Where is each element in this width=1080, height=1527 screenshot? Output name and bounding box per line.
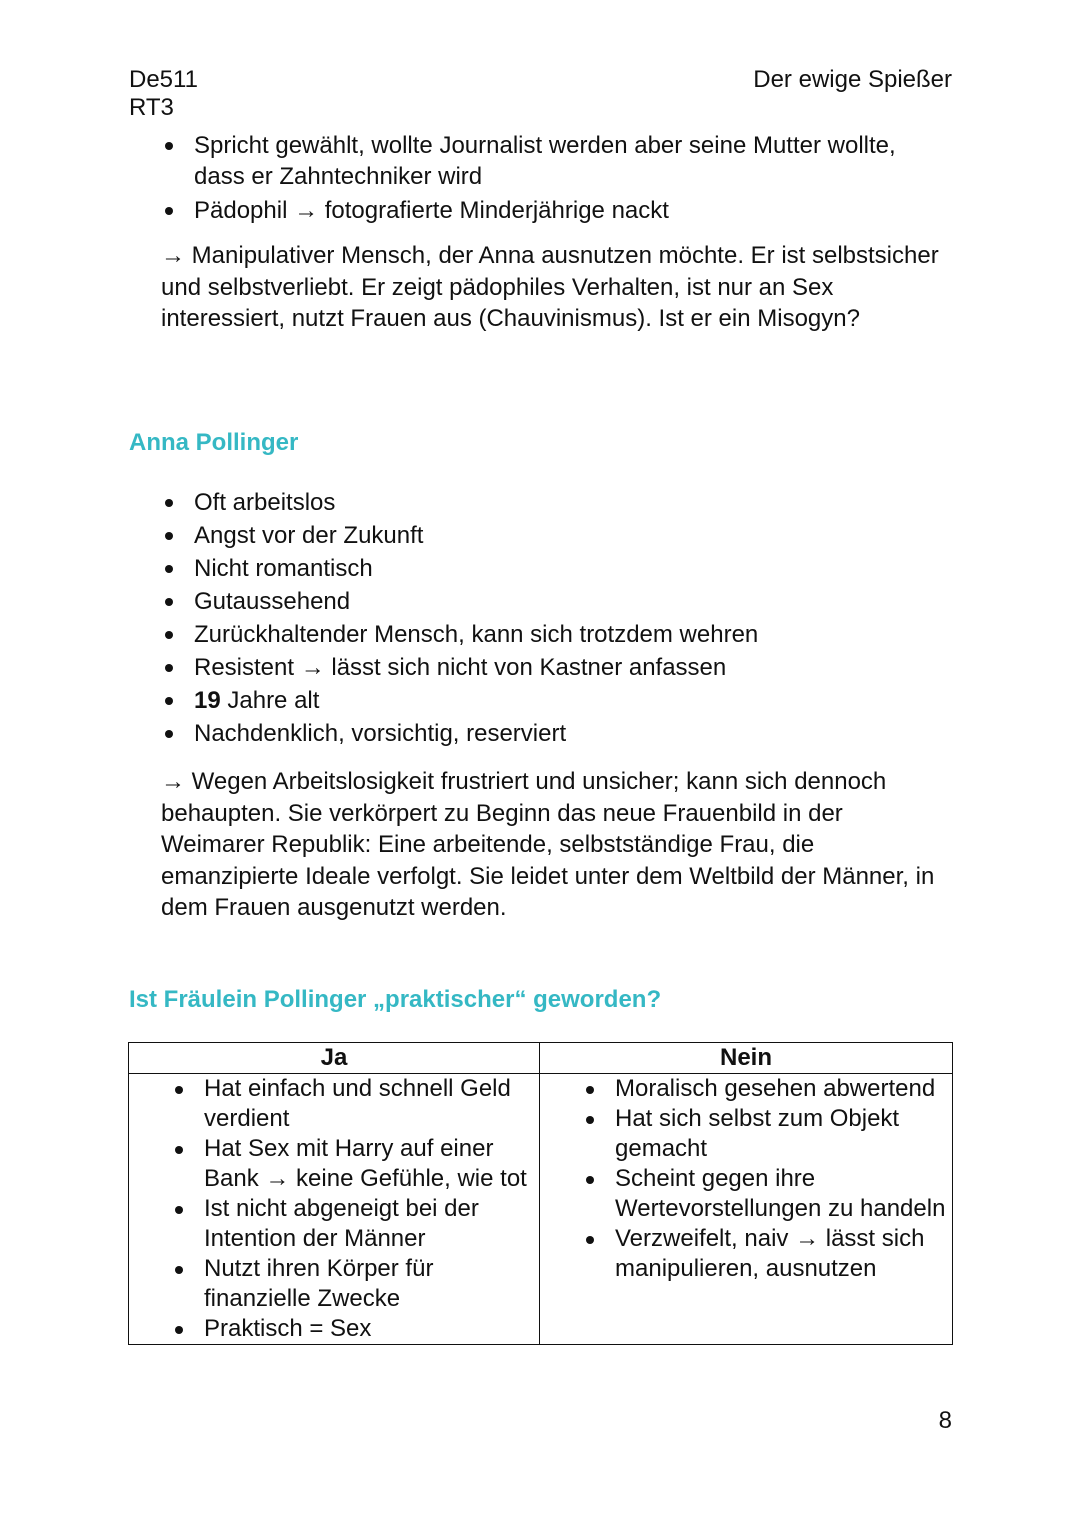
harry-summary: → Manipulativer Mensch, der Anna ausnutzen möchte. Er ist selbstsicher und selbstverliebt. Er zeigt pädophiles Verhalten, ist nur an Sex interessiert, nutzt Frauen aus (Chauvinismus). Ist er ein Misogyn? xyxy=(161,242,939,332)
list-item: Hat sich selbst zum Objekt gemacht xyxy=(582,1104,952,1164)
anna-bullet-list xyxy=(161,487,951,749)
list-item: Ist nicht abgeneigt bei der Intention der Männer xyxy=(171,1194,539,1254)
list-item: Scheint gegen ihre Wertevorstellungen zu handeln xyxy=(582,1164,952,1224)
list-item: Resistent → lässt sich nicht von Kastner anfassen xyxy=(161,652,951,683)
class-code: RT3 xyxy=(129,94,174,121)
comparison-table xyxy=(128,1042,953,1345)
list-item: Verzweifelt, naiv → lässt sich manipulieren, ausnutzen xyxy=(582,1224,952,1284)
list-item: Pädophil → fotografierte Minderjährige nackt xyxy=(161,195,951,226)
yes-list xyxy=(129,1074,539,1344)
list-item: Spricht gewählt, wollte Journalist werden aber seine Mutter wollte, dass er Zahntechniker wird xyxy=(161,130,951,192)
list-item: Nicht romantisch xyxy=(161,553,951,584)
list-item: Gutaussehend xyxy=(161,586,951,617)
no-list xyxy=(540,1074,952,1284)
age-text: Jahre alt xyxy=(220,687,320,714)
list-item: Praktisch = Sex xyxy=(171,1314,539,1344)
section-heading-question: Ist Fräulein Pollinger „praktischer“ geworden? xyxy=(129,986,662,1013)
list-item: Angst vor der Zukunft xyxy=(161,520,951,551)
table-header-row xyxy=(129,1043,953,1074)
column-header-yes: Ja xyxy=(129,1043,540,1074)
list-item-age xyxy=(161,685,951,716)
list-item: Oft arbeitslos xyxy=(161,487,951,518)
course-code: De511 xyxy=(129,66,198,93)
document-title: Der ewige Spießer xyxy=(753,66,952,93)
age-number: 19 xyxy=(194,687,221,714)
list-item: Nachdenklich, vorsichtig, reserviert xyxy=(161,718,951,749)
list-item: Nutzt ihren Körper für finanzielle Zwecke xyxy=(171,1254,539,1314)
header-left xyxy=(129,66,198,122)
list-item: Hat Sex mit Harry auf einer Bank → keine Gefühle, wie tot xyxy=(171,1134,539,1194)
anna-summary: → Wegen Arbeitslosigkeit frustriert und unsicher; kann sich dennoch behaupten. Sie verkörpert zu Beginn das neue Frauenbild in der Weimarer Republik: Eine arbeitende, selbstständige Frau, die emanzipierte Ideale verfolgt. Sie leidet unter dem Weltbild der Männer, in dem Frauen ausgenutzt werden. xyxy=(161,768,935,921)
harry-bullet-list xyxy=(161,130,951,226)
list-item: Moralisch gesehen abwertend xyxy=(582,1074,952,1104)
yes-cell xyxy=(129,1074,540,1345)
no-cell xyxy=(540,1074,953,1345)
table-row xyxy=(129,1074,953,1345)
column-header-no: Nein xyxy=(540,1043,953,1074)
list-item: Zurückhaltender Mensch, kann sich trotzdem wehren xyxy=(161,619,951,650)
section-heading-anna: Anna Pollinger xyxy=(129,429,299,456)
list-item: Hat einfach und schnell Geld verdient xyxy=(171,1074,539,1134)
page-number: 8 xyxy=(938,1407,952,1434)
